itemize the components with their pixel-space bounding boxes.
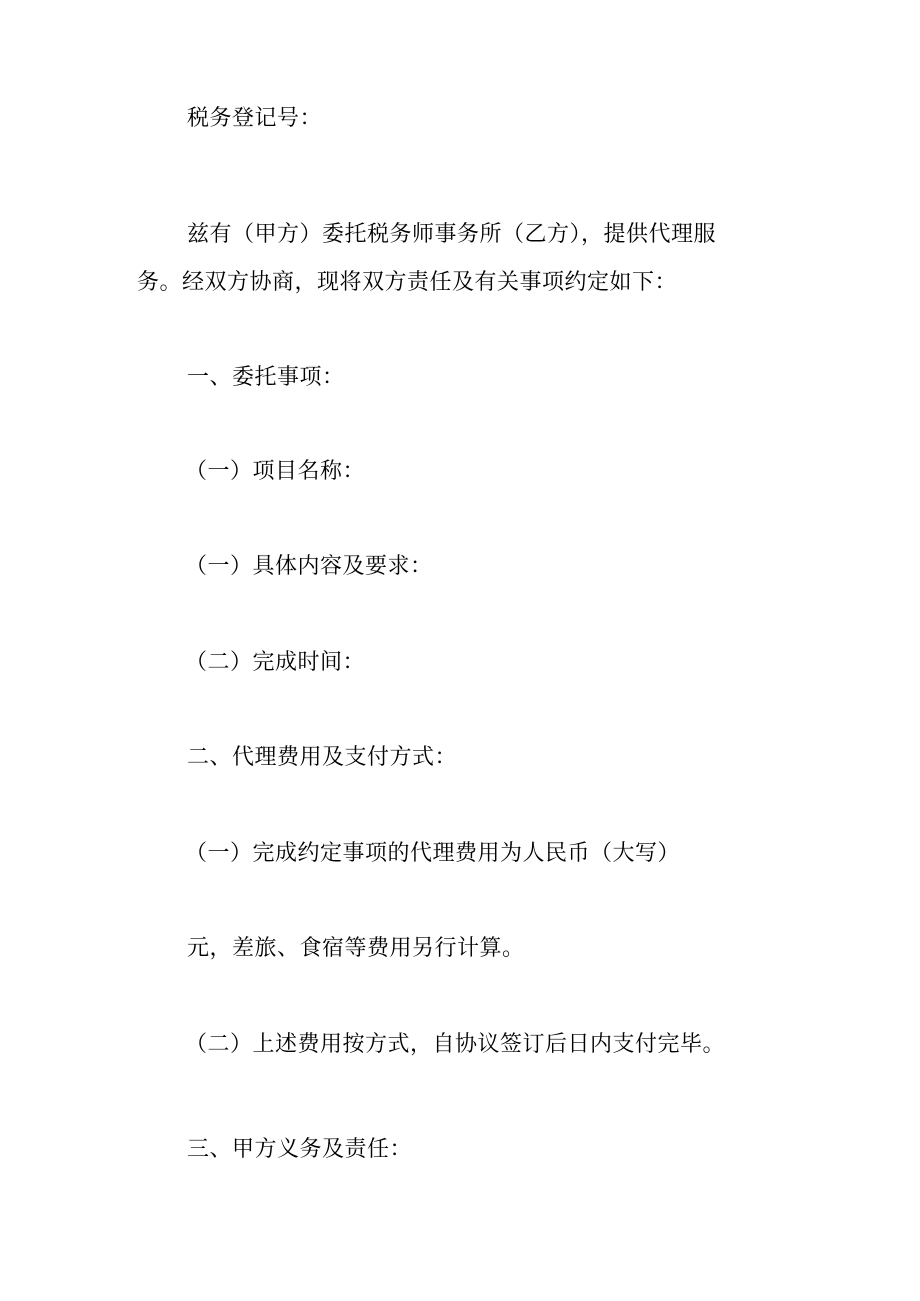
tax-registration-number-label: 税务登记号： [187,106,323,131]
section-2-heading: 二、代理费用及支付方式： [187,745,458,770]
section-1-item-completion-time: （二）完成时间： [185,650,366,675]
section-2-item-fee-line-1: （一）完成约定事项的代理费用为人民币（大写） [185,841,681,866]
section-2-item-fee-line-2: 元，差旅、食宿等费用另行计算。 [187,936,525,961]
intro-paragraph-line-2: 务。经双方协商，现将双方责任及有关事项约定如下： [137,270,678,295]
section-1-item-project-name: （一）项目名称： [185,459,366,484]
section-1-item-content-requirements: （一）具体内容及要求： [185,554,433,579]
intro-paragraph-line-1: 兹有（甲方）委托税务师事务所（乙方），提供代理服 [187,222,717,247]
section-2-item-payment: （二）上述费用按方式，自协议签订后日内支付完毕。 [185,1032,726,1057]
section-1-heading: 一、委托事项： [187,365,345,390]
section-3-heading: 三、甲方义务及责任： [187,1137,413,1162]
